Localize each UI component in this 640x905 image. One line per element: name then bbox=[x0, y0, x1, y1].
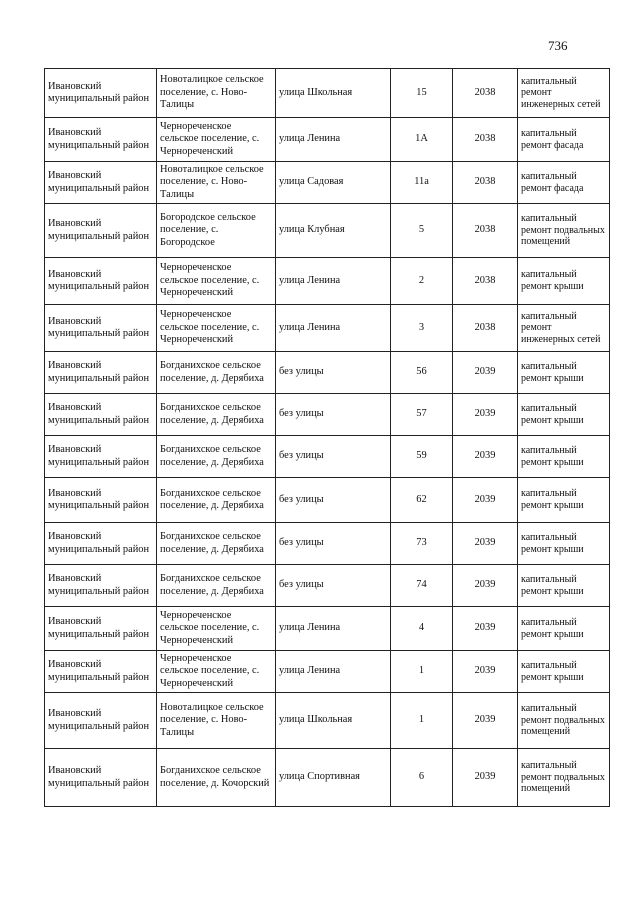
records-table-body bbox=[45, 69, 610, 807]
table-row bbox=[45, 118, 610, 162]
district-cell: Ивановский муниципальный район bbox=[45, 162, 157, 204]
table-row bbox=[45, 258, 610, 305]
settlement-cell: Чернореченское сельское поселение, с. Чернореченский bbox=[157, 258, 276, 305]
table-row bbox=[45, 204, 610, 258]
street-cell: без улицы bbox=[276, 352, 391, 394]
records-table bbox=[44, 68, 610, 807]
district-cell: Ивановский муниципальный район bbox=[45, 607, 157, 651]
work-type-cell: капитальный ремонт подвальных помещений bbox=[518, 693, 610, 749]
year-cell: 2039 bbox=[453, 523, 518, 565]
table-row bbox=[45, 69, 610, 118]
house-number-cell: 56 bbox=[391, 352, 453, 394]
street-cell: улица Ленина bbox=[276, 651, 391, 693]
street-cell: улица Школьная bbox=[276, 69, 391, 118]
work-type-cell: капитальный ремонт крыши bbox=[518, 565, 610, 607]
district-cell: Ивановский муниципальный район bbox=[45, 436, 157, 478]
district-cell: Ивановский муниципальный район bbox=[45, 651, 157, 693]
settlement-cell: Чернореченское сельское поселение, с. Чернореченский bbox=[157, 607, 276, 651]
settlement-cell: Богданихское сельское поселение, д. Дерябиха bbox=[157, 565, 276, 607]
year-cell: 2039 bbox=[453, 607, 518, 651]
table-row bbox=[45, 305, 610, 352]
settlement-cell: Богородское сельское поселение, с. Богородское bbox=[157, 204, 276, 258]
district-cell: Ивановский муниципальный район bbox=[45, 305, 157, 352]
work-type-cell: капитальный ремонт крыши bbox=[518, 436, 610, 478]
house-number-cell: 11а bbox=[391, 162, 453, 204]
house-number-cell: 57 bbox=[391, 394, 453, 436]
district-cell: Ивановский муниципальный район bbox=[45, 118, 157, 162]
table-row bbox=[45, 394, 610, 436]
district-cell: Ивановский муниципальный район bbox=[45, 352, 157, 394]
year-cell: 2038 bbox=[453, 204, 518, 258]
settlement-cell: Богданихское сельское поселение, д. Дерябиха bbox=[157, 394, 276, 436]
settlement-cell: Чернореченское сельское поселение, с. Чернореченский bbox=[157, 305, 276, 352]
year-cell: 2039 bbox=[453, 693, 518, 749]
work-type-cell: капитальный ремонт инженерных сетей bbox=[518, 69, 610, 118]
table-row bbox=[45, 352, 610, 394]
table-row bbox=[45, 162, 610, 204]
table-row bbox=[45, 607, 610, 651]
house-number-cell: 1 bbox=[391, 693, 453, 749]
year-cell: 2038 bbox=[453, 305, 518, 352]
street-cell: улица Ленина bbox=[276, 118, 391, 162]
settlement-cell: Богданихское сельское поселение, д. Дерябиха bbox=[157, 478, 276, 523]
work-type-cell: капитальный ремонт фасада bbox=[518, 162, 610, 204]
street-cell: улица Ленина bbox=[276, 258, 391, 305]
year-cell: 2039 bbox=[453, 352, 518, 394]
street-cell: улица Спортивная bbox=[276, 749, 391, 807]
work-type-cell: капитальный ремонт крыши bbox=[518, 523, 610, 565]
street-cell: улица Школьная bbox=[276, 693, 391, 749]
district-cell: Ивановский муниципальный район bbox=[45, 69, 157, 118]
district-cell: Ивановский муниципальный район bbox=[45, 394, 157, 436]
year-cell: 2039 bbox=[453, 394, 518, 436]
district-cell: Ивановский муниципальный район bbox=[45, 693, 157, 749]
house-number-cell: 62 bbox=[391, 478, 453, 523]
work-type-cell: капитальный ремонт крыши bbox=[518, 394, 610, 436]
year-cell: 2038 bbox=[453, 162, 518, 204]
house-number-cell: 5 bbox=[391, 204, 453, 258]
work-type-cell: капитальный ремонт крыши bbox=[518, 478, 610, 523]
house-number-cell: 59 bbox=[391, 436, 453, 478]
year-cell: 2038 bbox=[453, 69, 518, 118]
work-type-cell: капитальный ремонт инженерных сетей bbox=[518, 305, 610, 352]
house-number-cell: 4 bbox=[391, 607, 453, 651]
table-row bbox=[45, 565, 610, 607]
table-row bbox=[45, 693, 610, 749]
district-cell: Ивановский муниципальный район bbox=[45, 565, 157, 607]
house-number-cell: 1А bbox=[391, 118, 453, 162]
house-number-cell: 15 bbox=[391, 69, 453, 118]
work-type-cell: капитальный ремонт фасада bbox=[518, 118, 610, 162]
house-number-cell: 74 bbox=[391, 565, 453, 607]
settlement-cell: Богданихское сельское поселение, д. Дерябиха bbox=[157, 436, 276, 478]
street-cell: без улицы bbox=[276, 478, 391, 523]
settlement-cell: Чернореченское сельское поселение, с. Чернореченский bbox=[157, 118, 276, 162]
house-number-cell: 6 bbox=[391, 749, 453, 807]
table-row bbox=[45, 436, 610, 478]
settlement-cell: Новоталицкое сельское поселение, с. Ново-Талицы bbox=[157, 69, 276, 118]
work-type-cell: капитальный ремонт крыши bbox=[518, 607, 610, 651]
district-cell: Ивановский муниципальный район bbox=[45, 204, 157, 258]
house-number-cell: 2 bbox=[391, 258, 453, 305]
work-type-cell: капитальный ремонт крыши bbox=[518, 651, 610, 693]
work-type-cell: капитальный ремонт крыши bbox=[518, 352, 610, 394]
district-cell: Ивановский муниципальный район bbox=[45, 523, 157, 565]
year-cell: 2039 bbox=[453, 749, 518, 807]
page-number: 736 bbox=[548, 38, 568, 53]
street-cell: без улицы bbox=[276, 565, 391, 607]
settlement-cell: Чернореченское сельское поселение, с. Чернореченский bbox=[157, 651, 276, 693]
year-cell: 2039 bbox=[453, 436, 518, 478]
street-cell: улица Ленина bbox=[276, 305, 391, 352]
house-number-cell: 73 bbox=[391, 523, 453, 565]
house-number-cell: 3 bbox=[391, 305, 453, 352]
work-type-cell: капитальный ремонт подвальных помещений bbox=[518, 749, 610, 807]
street-cell: улица Ленина bbox=[276, 607, 391, 651]
year-cell: 2039 bbox=[453, 565, 518, 607]
settlement-cell: Новоталицкое сельское поселение, с. Ново-Талицы bbox=[157, 162, 276, 204]
district-cell: Ивановский муниципальный район bbox=[45, 478, 157, 523]
street-cell: без улицы bbox=[276, 436, 391, 478]
settlement-cell: Богданихское сельское поселение, д. Кочорский bbox=[157, 749, 276, 807]
table-row bbox=[45, 478, 610, 523]
settlement-cell: Богданихское сельское поселение, д. Дерябиха bbox=[157, 523, 276, 565]
year-cell: 2039 bbox=[453, 478, 518, 523]
year-cell: 2039 bbox=[453, 651, 518, 693]
year-cell: 2038 bbox=[453, 118, 518, 162]
street-cell: улица Садовая bbox=[276, 162, 391, 204]
street-cell: без улицы bbox=[276, 394, 391, 436]
year-cell: 2038 bbox=[453, 258, 518, 305]
table-row bbox=[45, 523, 610, 565]
district-cell: Ивановский муниципальный район bbox=[45, 749, 157, 807]
settlement-cell: Новоталицкое сельское поселение, с. Ново-Талицы bbox=[157, 693, 276, 749]
table-row bbox=[45, 749, 610, 807]
work-type-cell: капитальный ремонт крыши bbox=[518, 258, 610, 305]
work-type-cell: капитальный ремонт подвальных помещений bbox=[518, 204, 610, 258]
street-cell: без улицы bbox=[276, 523, 391, 565]
table-row bbox=[45, 651, 610, 693]
house-number-cell: 1 bbox=[391, 651, 453, 693]
settlement-cell: Богданихское сельское поселение, д. Дерябиха bbox=[157, 352, 276, 394]
street-cell: улица Клубная bbox=[276, 204, 391, 258]
district-cell: Ивановский муниципальный район bbox=[45, 258, 157, 305]
